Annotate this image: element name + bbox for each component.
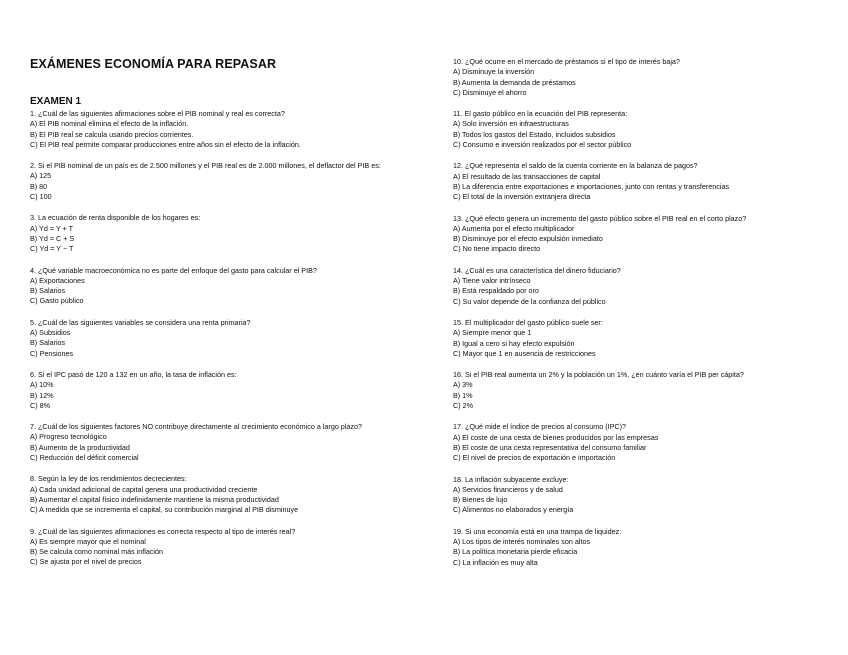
option-b: B) Está respaldado por oro <box>453 286 539 296</box>
option-b: B) Yd = C + S <box>30 233 75 243</box>
option-c: C) No tiene impacto directo <box>453 244 541 254</box>
question-12 <box>453 161 843 202</box>
option-c: C) Alimentos no elaborados y energía <box>453 505 574 515</box>
option-b: B) 12% <box>30 390 54 400</box>
option-c: C) Se ajusta por el nivel de precios <box>30 557 142 567</box>
question-10 <box>453 57 843 98</box>
option-a: A) Cada unidad adicional de capital genera una productividad creciente <box>30 484 258 494</box>
left-column <box>30 109 430 579</box>
option-b: B) La política monetaria pierde eficacia <box>453 547 578 557</box>
option-c: C) A medida que se incrementa el capital, su contribución marginal al PIB disminuye <box>30 505 299 515</box>
question-2 <box>30 161 430 202</box>
option-b: B) Se calcula como nominal más inflación <box>30 547 164 557</box>
option-c: C) Pensiones <box>30 348 74 358</box>
question-text: 2. Si el PIB nominal de un país es de 2.500 millones y el PIB real es de 2.000 millones, el deflactor del PIB es: <box>30 161 381 171</box>
option-b: B) Aumento de la productividad <box>30 442 130 452</box>
question-text: 15. El multiplicador del gasto público suele ser: <box>453 317 603 327</box>
option-a: A) Progreso tecnológico <box>30 432 107 442</box>
option-c: C) 100 <box>30 192 52 202</box>
question-15 <box>453 318 843 359</box>
option-a: A) Yd = Y + T <box>30 223 74 233</box>
question-text: 14. ¿Cuál es una característica del dinero fiduciario? <box>453 265 621 275</box>
question-text: 10. ¿Qué ocurre en el mercado de préstamos si el tipo de interés baja? <box>453 57 680 66</box>
right-column <box>453 57 843 579</box>
question-9 <box>30 527 430 568</box>
question-text: 19. Si una economía está en una trampa de liquidez: <box>453 526 622 536</box>
question-text: 16. Si el PIB real aumenta un 2% y la población un 1%, ¿en cuánto varía el PIB per cápita? <box>453 370 744 380</box>
option-b: B) 80 <box>30 181 48 191</box>
question-text: 9. ¿Cuál de las siguientes afirmaciones es correcta respecto al tipo de interés real? <box>30 526 296 536</box>
option-a: A) Solo inversión en infraestructuras <box>453 119 569 129</box>
question-text: 18. La inflación subyacente excluye: <box>453 474 569 484</box>
question-text: 8. Según la ley de los rendimientos decrecientes: <box>30 474 187 484</box>
option-b: B) El coste de una cesta representativa del consumo familiar <box>453 442 647 452</box>
option-a: A) Subsidios <box>30 328 71 338</box>
option-a: A) Exportaciones <box>30 275 85 285</box>
option-c: C) El PIB real permite comparar producciones entre años sin el efecto de la inflación. <box>30 139 301 149</box>
option-c: C) 8% <box>30 400 50 410</box>
option-b: B) Salarios <box>30 338 66 348</box>
option-b: B) Bienes de lujo <box>453 495 508 505</box>
option-a: A) El resultado de las transacciones de capital <box>453 171 601 181</box>
option-b: B) Salarios <box>30 286 66 296</box>
option-c: C) La inflación es muy alta <box>453 557 538 567</box>
question-5 <box>30 318 430 359</box>
option-a: A) 10% <box>30 380 54 390</box>
question-11 <box>453 109 843 150</box>
option-a: A) Disminuye la inversión <box>453 67 535 77</box>
option-c: C) Consumo e inversión realizados por el sector público <box>453 140 632 150</box>
option-c: C) Su valor depende de la confianza del público <box>453 296 606 306</box>
question-text: 12. ¿Qué representa el saldo de la cuenta corriente en la balanza de pagos? <box>453 161 698 171</box>
option-a: A) Es siempre mayor que el nominal <box>30 536 146 546</box>
question-text: 13. ¿Qué efecto genera un incremento del gasto público sobre el PIB real en el corto plazo? <box>453 213 747 223</box>
option-a: A) Aumenta por el efecto multiplicador <box>453 223 575 233</box>
option-c: C) Yd = Y − T <box>30 244 74 254</box>
option-b: B) Todos los gastos del Estado, incluidos subsidios <box>453 129 616 139</box>
question-3 <box>30 213 430 254</box>
option-b: B) Aumenta la demanda de préstamos <box>453 77 576 87</box>
question-text: 17. ¿Qué mide el índice de precios al consumo (IPC)? <box>453 422 626 432</box>
option-a: A) 125 <box>30 171 52 181</box>
question-16 <box>453 370 843 411</box>
option-c: C) Gasto público <box>30 296 84 306</box>
option-a: A) 3% <box>453 380 473 390</box>
question-text: 1. ¿Cuál de las siguientes afirmaciones sobre el PIB nominal y real es correcta? <box>30 109 285 118</box>
question-text: 7. ¿Cuál de los siguientes factores NO contribuye directamente al crecimiento económico a largo plazo? <box>30 422 362 432</box>
question-text: 3. La ecuación de renta disponible de los hogares es: <box>30 213 201 223</box>
question-18 <box>453 475 843 516</box>
question-6 <box>30 370 430 411</box>
exam-title: EXAMEN 1 <box>30 96 82 107</box>
question-text: 6. Si el IPC pasó de 120 a 132 en un año, la tasa de inflación es: <box>30 369 237 379</box>
question-17 <box>453 422 843 463</box>
document-title: EXÁMENES ECONOMÍA PARA REPASAR <box>30 57 277 71</box>
question-4 <box>30 266 430 307</box>
option-c: C) El nivel de precios de exportación e importación <box>453 453 616 463</box>
question-text: 4. ¿Qué variable macroeconómica no es parte del enfoque del gasto para calcular el PIB? <box>30 265 317 275</box>
option-c: C) Disminuye el ahorro <box>453 87 527 97</box>
option-c: C) Reducción del déficit comercial <box>30 453 139 463</box>
option-a: A) El PIB nominal elimina el efecto de la inflación. <box>30 119 189 129</box>
option-b: B) El PIB real se calcula usando precios corrientes. <box>30 129 194 139</box>
option-b: B) Aumentar el capital físico indefinidamente mantiene la misma productividad <box>30 494 279 504</box>
option-b: B) 1% <box>453 390 473 400</box>
option-c: C) El total de la inversión extranjera directa <box>453 192 591 202</box>
option-a: A) Tiene valor intrínseco <box>453 276 531 286</box>
question-text: 5. ¿Cuál de las siguientes variables se considera una renta primaria? <box>30 317 251 327</box>
option-c: C) Mayor que 1 en ausencia de restricciones <box>453 348 596 358</box>
option-a: A) Servicios financieros y de salud <box>453 484 563 494</box>
question-13 <box>453 214 843 255</box>
option-b: B) Disminuye por el efecto expulsión inmediato <box>453 234 603 244</box>
option-a: A) Siempre menor que 1 <box>453 328 532 338</box>
question-1 <box>30 109 430 150</box>
question-text: 11. El gasto público en la ecuación del PIB representa: <box>453 109 628 119</box>
question-7 <box>30 422 430 463</box>
option-b: B) Igual a cero si hay efecto expulsión <box>453 338 575 348</box>
option-b: B) La diferencia entre exportaciones e importaciones, junto con rentas y transferencias <box>453 181 730 191</box>
option-a: A) Los tipos de interés nominales son altos <box>453 536 591 546</box>
question-8 <box>30 474 430 515</box>
question-14 <box>453 266 843 307</box>
question-19 <box>453 527 843 568</box>
option-a: A) El coste de una cesta de bienes producidos por las empresas <box>453 432 659 442</box>
option-c: C) 2% <box>453 401 473 411</box>
